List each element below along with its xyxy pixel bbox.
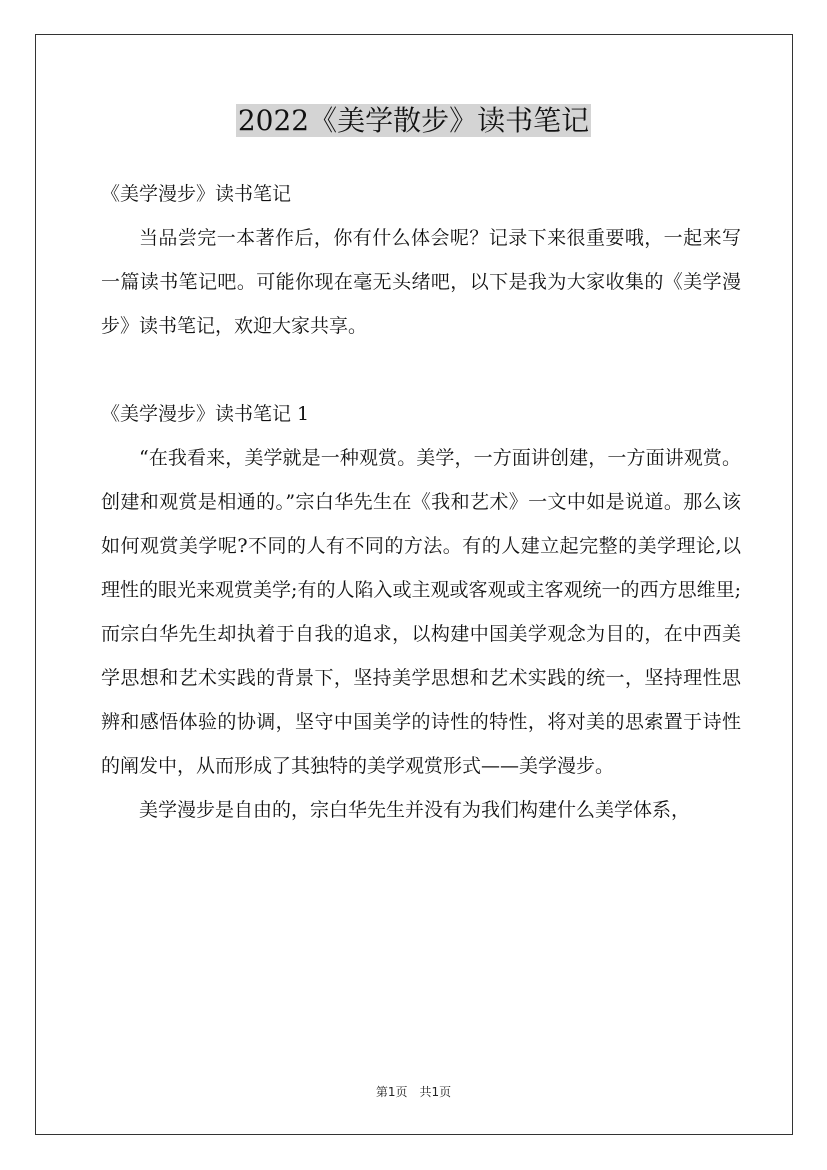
page-number-footer: 第1页 共1页 bbox=[375, 1085, 452, 1099]
section-heading-note-1: 《美学漫步》读书笔记 1 bbox=[101, 403, 310, 425]
intro-paragraph: 当品尝完一本著作后，你有什么体会呢？记录下来很重要哦，一起来写一篇读书笔记吧。可能你现在毫无头绪吧，以下是我为大家收集的《美学漫步》读书笔记，欢迎大家共享。 bbox=[101, 227, 741, 337]
document-title-text: 2022《美学散步》读书笔记 bbox=[237, 104, 590, 137]
section-gap bbox=[101, 348, 741, 392]
document-body bbox=[101, 172, 741, 832]
section-heading-intro: 《美学漫步》读书笔记 bbox=[101, 183, 292, 205]
note-1-paragraph-1: “在我看来，美学就是一种观赏。美学，一方面讲创建，一方面讲观赏。创建和观赏是相通的。”宗白华先生在《我和艺术》一文中如是说道。那么该如何观赏美学呢?不同的人有不同的方法。有的人建立起完整的美学理论,以理性的眼光来观赏美学;有的人陷入或主观或客观或主客观统一的西方思维里;而宗白华先生却执着于自我的追求，以构建中国美学观念为目的，在中西美学思想和艺术实践的背景下，坚持美学思想和艺术实践的统一，坚持理性思辨和感悟体验的协调，坚守中国美学的诗性的特性，将对美的思索置于诗性的阐发中，从而形成了其独特的美学观赏形式——美学漫步。 bbox=[101, 447, 741, 777]
document-title bbox=[0, 100, 827, 142]
note-1-paragraph-2: 美学漫步是自由的，宗白华先生并没有为我们构建什么美学体系， bbox=[139, 799, 691, 821]
